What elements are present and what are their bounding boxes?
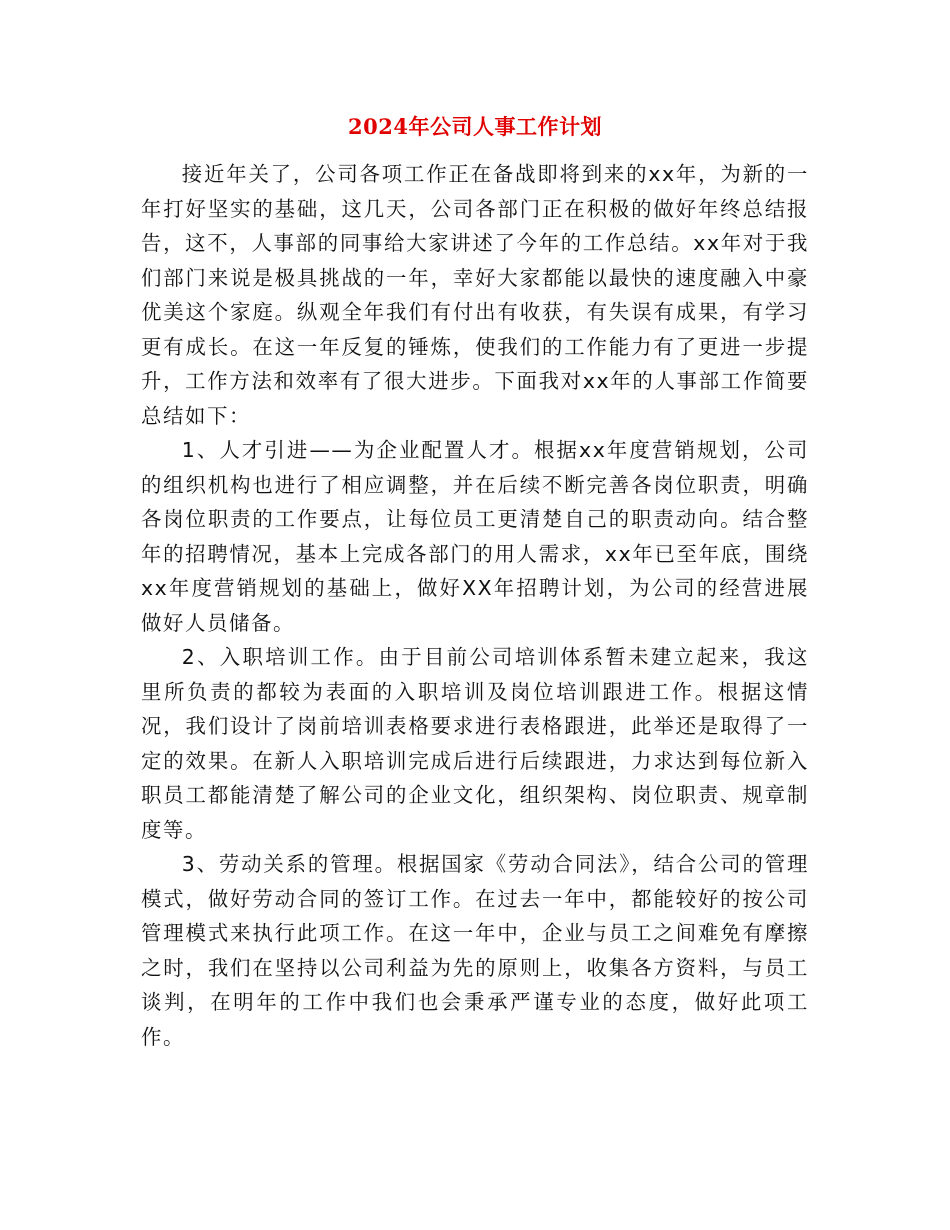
paragraph-labor-relations: 3、劳动关系的管理。根据国家《劳动合同法》，结合公司的管理模式，做好劳动合同的签订工作。在过去一年中，都能较好的按公司管理模式来执行此项工作。在这一年中，企业与员工之间难免有摩擦之时，我们在坚持以公司利益为先的原则上，收集各方资料，与员工谈判，在明年的工作中我们也会秉承严谨专业的态度，做好此项工作。 <box>141 852 809 1049</box>
paragraph-intro: 接近年关了，公司各项工作正在备战即将到来的xx年，为新的一年打好坚实的基础，这几天，公司各部门正在积极的做好年终总结报告，这不，人事部的同事给大家讲述了今年的工作总结。xx年对于我们部门来说是极具挑战的一年，幸好大家都能以最快的速度融入中豪优美这个家庭。纵观全年我们有付出有收获，有失误有成果，有学习更有成长。在这一年反复的锤炼，使我们的工作能力有了更进一步提升，工作方法和效率有了很大进步。下面我对xx年的人事部工作简要总结如下： <box>141 162 809 428</box>
document-title: 2024年公司人事工作计划 <box>348 114 602 139</box>
paragraph-onboarding-training: 2、入职培训工作。由于目前公司培训体系暂未建立起来，我这里所负责的都较为表面的入职培训及岗位培训跟进工作。根据这情况，我们设计了岗前培训表格要求进行表格跟进，此举还是取得了一定的效果。在新人入职培训完成后进行后续跟进，力求达到每位新入职员工都能清楚了解公司的企业文化，组织架构、岗位职责、规章制度等。 <box>141 645 809 842</box>
paragraph-talent-recruitment: 1、人才引进——为企业配置人才。根据xx年度营销规划，公司的组织机构也进行了相应调整，并在后续不断完善各岗位职责，明确各岗位职责的工作要点，让每位员工更清楚自己的职责动向。结合整年的招聘情况，基本上完成各部门的用人需求，xx年已至年底，围绕xx年度营销规划的基础上，做好XX年招聘计划，为公司的经营进展做好人员储备。 <box>141 438 809 635</box>
document-body <box>141 157 809 1054</box>
